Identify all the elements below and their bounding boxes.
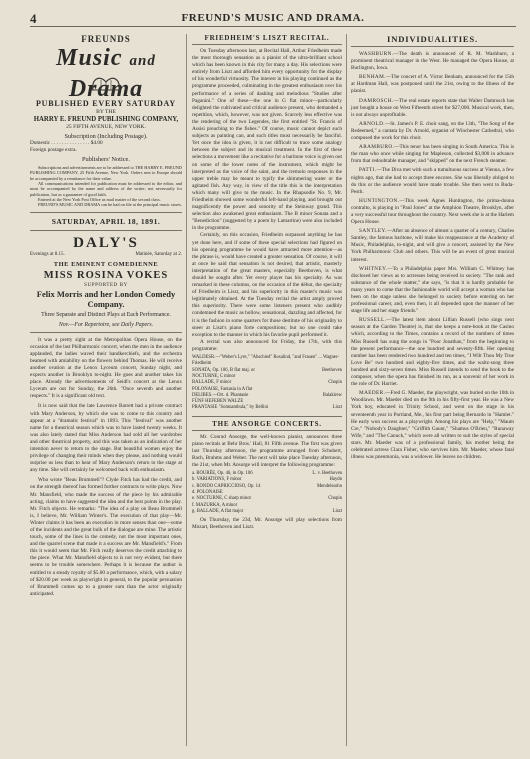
programme-piece: DELIBES.—Ort. d. Phantasie bbox=[192, 392, 249, 398]
friedheim-programme bbox=[192, 355, 342, 412]
middle-paragraph: Certainly, on this occasion, Friedheim surpassed anything he has yet done here, and if some of these special selections had figured on his opening programme he would have attracted more attention—as the phrase is, would have created a greater sensation. Of course, it will at once be said that sensation is not desired, that artistic, masterly interpretation of the great masters, especially Beethoven, is what should be sought after. Yet every player has his specialty. As was remarked in these columns, on the occasion of the début, the specialty of Friedheim is Liszt, and his superiority in this master's music was legitimately obtained. At the Tuesday recital the artist amply proved this superiority. There were some listeners present who audibly condemned the music as hollow, sensational, dazzling and affected, for it is the fashion in some quarters for those destitute of his originality to sneer at Liszt's piano forte compositions; but no one could take exception to the manner in which his favorite pupil performed it. bbox=[192, 232, 342, 338]
individuality-name: BENHAM. bbox=[359, 74, 386, 81]
middle-paragraph: On Tuesday afternoon last, at Recital Hall, Arthur Friedheim made the most thorough sensation as a pianist of the ultra-brilliant school which has been known in this city for many a day. His selections were entirely from Liszt and afforded him every opportunity for the display of his wonderful virtuosity. The interest in his playing continued as the programme proceeded, culminating in the greatest enthusiasm over his performance of a series of dashing and melodious "Studies after Paganini." One of these—the one in G flat minor—particularly delighted the cultivated and critical audience present, who demanded a repetition, which, however, was not given. Scarcely less effective was the rendering of the two Legendes, the first entitled "St. Francis of Assisi preaching to the fishes." Of course, music cannot depict such subjects as painting can, and such titles must necessarily be fanciful. Yet once the idea is given, it is not difficult to trace some analogy between the subject and its musical treatment. In the first of these selections a movement like a recitative for a baritone voice is given out on some of the lower notes of the instrument, which might be interpreted as the voice of the saint, and the tremolo responses in the upper treble may be meant to typify the shimmering water or the agitated fish. Any way, in view of the title this is the interpretation which many will give to the music. In the Rhapsodie No. 9, Mr. Friedheim showed some wonderful left-hand playing, and brought out magnificently the power and sonority of the Steinway grand. This selection also awakened great enthusiasm. The B minor Sonata and a "Benediction" (suggested by a poem by Lamartine) were also included in the programme. bbox=[192, 48, 342, 232]
notice-text: Subscriptions and advertisements are to be addressed to THE HARRY E. FREUND PUBLISHING COMPANY, 25 Fifth Avenue, New York. Orders sent to Europe should be accompanied by a remittance for their value. bbox=[30, 165, 182, 181]
ansorge-programme bbox=[192, 471, 342, 515]
programme-piece: f. MAZURKA, A minor bbox=[192, 502, 238, 508]
individuality-text: —This week Agnes Huntington, the prima-donna contralto, is playing in "Paul Jones" at the Amphion Theatre, Brooklyn, after a very successful tour throughout the country. Next week she is at the Harlem Opera House. bbox=[351, 197, 514, 226]
evening-time: Evenings at 8.15. bbox=[30, 251, 65, 257]
individuality-text: —Fred G. Maeder, the playwright, was buried on the 10th in Woodlawn. Mr. Maeder died on the 9th in his fifty-first year. He was a New York boy, educated in Trinity School, and went on the stage in his seventeenth year in Portland, Me., his first part being Bernardo in "Hamlet." He early won success as a playwright. Among his plays are "Help," "Maum Cre," "Nobody's Daughter," "Griffith Gaunt," "Shamus O'Brien," "Runaway Wife," and "The Canuck," which were all written to suit the styles of special stars. Mr. Maeder was of a professional family, his mother being the celebrated actress Clara Fisher, who survives him. Mr. Maeder, whose fatal illness was pneumonia, was a widower. He leaves no children. bbox=[351, 390, 514, 461]
programme-composer: Beethoven bbox=[321, 367, 342, 373]
individuality-item bbox=[351, 266, 514, 316]
lyre-ornament-icon bbox=[89, 72, 123, 92]
notice-text: FREUND'S MUSIC AND DRAMA can be had on file at the principal music stores. bbox=[38, 202, 182, 208]
individuality-name: DAMROSCH. bbox=[359, 97, 394, 104]
company-name: Felix Morris and her London Comedy Company. bbox=[36, 288, 176, 309]
individuality-text: —The real estate reports state that Walter Damrosch has just bought a house on West Fifteenth street for $27,000. Musical work, then, is not always unprofitable. bbox=[351, 97, 514, 118]
star-name: MISS ROSINA VOKES bbox=[43, 269, 169, 281]
individuality-name: PATTI. bbox=[359, 167, 377, 174]
programme-composer: Haydn bbox=[329, 477, 342, 483]
dalys-title: DALY'S bbox=[73, 234, 139, 251]
dalys-advertisement bbox=[30, 235, 182, 328]
masthead-music: Music bbox=[56, 45, 123, 71]
individuality-name: RUSSELL. bbox=[359, 317, 387, 324]
individualities-list bbox=[351, 51, 514, 461]
masthead-drama: Drama bbox=[68, 76, 144, 102]
individuality-text: —The latest item about Lillian Russell (who sings next season at the Garden Theatre) is, that she keeps a note-book at the Casino which, according to the Times, contains a record of the numbers of times Miss Russell has sung the songs in "Poor Jonathan," from the beginning to the present performance—the one hundred and seventy-fifth. Her opening number has been rendered two hundred and ten times, "I Wilt Thou My True Love Be" two hundred and eighty-five times, and the waltz-song three hundred and sixty-seven times. Miss Russell intends to send the book to the composer, when the opera has finished its run, as a souvenir of her work in the role of Dr. Harriet. bbox=[351, 317, 514, 388]
dalys-times bbox=[30, 251, 182, 258]
individuality-name: HUNTINGTON. bbox=[359, 197, 400, 204]
left-column bbox=[30, 34, 182, 746]
programme-composer: L. v. Beethoven bbox=[312, 471, 342, 477]
right-column bbox=[351, 34, 514, 746]
individuality-item bbox=[351, 317, 514, 388]
individuality-item bbox=[351, 390, 514, 461]
programme-piece: FÜNF HEFEBEN WALZE bbox=[192, 399, 244, 405]
page-header bbox=[30, 10, 516, 27]
running-title: FREUND'S MUSIC AND DRAMA. bbox=[181, 12, 365, 24]
divider bbox=[30, 332, 182, 333]
left-paragraph: It was a pretty sight at the Metropolitan Opera House, on the occasion of the last Philharmonic concert, when the men in the audience applauded, the ladies waved their handkerchiefs, and the orchestra beamed with amiability on the flowers behind Thomas. He will receive another ovation at the Lenox Lyceum concert, Sunday night, and expects another in Brooklyn to-night. He goes and another takes his place. Already the advertisements of Seidl's concert at the Lenox Lyceum are out for Sunday, the 26th. "Once seventh and another respects." It is a significant old text. bbox=[30, 336, 182, 400]
programme-piece: NOCTURNE, C minor bbox=[192, 373, 236, 379]
left-paragraph: It is now said that the late Lawrence Barrett had a private contract with Mary Anderson, by which she was to come to this country and appear at a "dramatic festival" in 1893. This "festival" was another name for a theatrical season which was to have lasted twenty weeks. It was also lately stated that Miss Anderson had sold all her wardrobes and other theatrical property, and this was taken as an indication of her intention never to return to the stage. But beautiful women enjoy the privilege of changing their minds when they please, and nothing would surprise us less than to hear of Mary Anderson's return to the stage at any time. She will certainly be welcomed back with enthusiasm. bbox=[30, 403, 182, 474]
individuality-text: —To a Philadelphia paper Mrs. William C. Whitney has disclosed her views as to actresses being received in society. "The rank and substance of the whole matter," she says, "is that it is hardly probable for many years to come that the fashionable world will accept a woman who has been on the stage unless she belonged to society before entering on her professional career, and, even then, it all depended upon the manner of her stage life and her stage friends." bbox=[351, 265, 514, 315]
publisher-name: HARRY E. FREUND PUBLISHING COMPANY, bbox=[33, 116, 179, 123]
individuality-name: WASHBURN. bbox=[359, 51, 394, 57]
masthead-freunds: FREUNDS bbox=[81, 34, 131, 44]
programme-row bbox=[192, 355, 342, 368]
publishers-notice-title: Publishers' Notice. bbox=[81, 156, 130, 164]
rate-line: Domestic . . . . . . . . . . . . . . . $4.00 bbox=[30, 140, 103, 146]
programme-piece: d. POLONAISE bbox=[192, 490, 223, 496]
programme-row bbox=[192, 509, 342, 515]
liszt-recital-heading: FRIEDHEIM'S LISZT RECITAL. bbox=[192, 34, 342, 45]
individuality-text: —The concert of A. Victor Benham, announced for the 15th at Hardman Hall, was postponed until the 21st, owing to the illness of the pianist. bbox=[351, 74, 514, 95]
programme-piece: POLONAISE, Fantasia in A flat bbox=[192, 386, 253, 392]
page-number: 4 bbox=[30, 11, 37, 26]
column-rule-left bbox=[186, 34, 187, 746]
individuality-item bbox=[351, 51, 514, 72]
middle-paragraph: A recital was also announced for Friday, the 17th, with this programme: bbox=[192, 338, 342, 352]
notice-text: All communications intended for publication must be addressed to the editor, and must be accompanied by the name and address of the writer; not necessarily for publication, but as a guarantee of good faith. bbox=[30, 181, 182, 197]
individuality-item bbox=[351, 98, 514, 119]
programme-piece: b. VARIATIONS, F minor bbox=[192, 477, 242, 483]
programme-piece: c. RONDO CAPRICCIOSO, Op. 14 bbox=[192, 483, 261, 489]
subscription-title: Subscription (Including Postage). bbox=[64, 133, 148, 140]
publisher-address: 25 FIFTH AVENUE, NEW YORK. bbox=[66, 124, 146, 130]
masthead-logo bbox=[30, 34, 182, 102]
programme-composer: Chopin bbox=[328, 380, 342, 386]
individuality-text: —After an absence of almost a quarter of a century, Charles Santley, the famous baritone, will make his reappearance at the Academy of Music, Philadelphia, to-night, and will give a concert, assisted by the New York Philharmonic Club and others. This will be an event of great musical interest. bbox=[351, 228, 514, 263]
supported-by: SUPPORTED BY bbox=[84, 282, 128, 288]
rate-line: Foreign postage extra. bbox=[30, 147, 77, 154]
individuality-name: WHITNEY. bbox=[359, 265, 388, 272]
individuality-item bbox=[351, 228, 514, 263]
individuality-item bbox=[351, 121, 514, 142]
individuality-item bbox=[351, 167, 514, 195]
divider bbox=[30, 212, 182, 213]
individuality-name: ARAMBURO. bbox=[359, 144, 395, 151]
divider bbox=[30, 230, 182, 231]
individuality-text: —The Diva met with such a tumultuous success at Vienna, a few nights ago, that she had to accept three encores. She was liberally obliged to do this or the audience would have made trouble. She then went to Buda-Pesth. bbox=[351, 167, 514, 195]
eminent-comedienne: THE EMINENT COMEDIENNE bbox=[53, 260, 159, 268]
programme-composer: Balakirew bbox=[322, 392, 342, 398]
middle-paragraph: Mr. Conrad Ansorge, the well-known pianist, announces three piano recitals at Behr Bros.' Hall, 81 Fifth avenue. The first was given last Thursday afternoon, the programme arranged from Schubert, Bach, Brahms and Weber. The next will take place Tuesday afternoon, the 21st, when Mr. Ansorge will interpret the following programme: bbox=[192, 433, 342, 469]
individuality-name: ARNOLD. bbox=[359, 120, 385, 127]
masthead-and: and bbox=[129, 53, 156, 69]
individuality-item bbox=[351, 198, 514, 226]
programme-composer: Liszt bbox=[332, 508, 342, 514]
programme-piece: e. NOCTURNE, C sharp minor bbox=[192, 496, 252, 502]
issue-date: SATURDAY, APRIL 18, 1891. bbox=[51, 216, 161, 226]
repertoire-note: Nov.—For Repertoire, see Daily Papers. bbox=[58, 321, 154, 328]
three-plays: Three Separate and Distinct Plays at Each Performance. bbox=[41, 311, 171, 318]
individuality-text: —The death is announced of R. M. Washburn, a prominent theatrical manager in the West. He managed the Opera House, at Burlington, Iowa. bbox=[351, 51, 514, 72]
programme-piece: a. BOURÉE, Op. 46, in Op. 106 bbox=[192, 471, 253, 477]
column-rule-right bbox=[346, 34, 347, 746]
by-the: BY THE bbox=[96, 109, 116, 115]
individuality-text: —St. James's P. E. choir sang, on the 13th, "The Song of the Redeemed," a cantata by Dr. Arnold, organist of Winchester Cathedral, who composed the work for this choir. bbox=[351, 120, 514, 142]
programme-composer: Chopin bbox=[328, 496, 342, 502]
programme-piece: PRANTASIE "Somnambula," by Bellini bbox=[192, 405, 269, 411]
individuality-text: —This tenor has been singing in South America. This is the man who once while singing for Mapleson, collected $3,000 in advance from that redoubtable manager, and "skipped" on the next French steamer. bbox=[351, 144, 514, 165]
ansorge-concerts-heading: THE ANSORGE CONCERTS. bbox=[192, 416, 342, 431]
individuality-item bbox=[351, 144, 514, 165]
programme-composer: Mendelssohn bbox=[317, 483, 342, 489]
middle-column bbox=[192, 34, 342, 746]
individuality-name: MAEDER. bbox=[359, 390, 386, 397]
programme-piece: g. BALLADE, A flat major bbox=[192, 508, 244, 514]
notice-text: Entered at the New York Post Office as mail matter of the second class. bbox=[38, 196, 161, 202]
middle-paragraph: On Thursday, the 23d, Mr. Ansorge will play selections from Mozart, Beethoven and Liszt. bbox=[192, 517, 342, 531]
published-every-saturday: PUBLISHED EVERY SATURDAY bbox=[36, 99, 176, 108]
left-paragraph: Who wrote "Beau Brummell"? Clyde Fitch has had the credit, and on the strength thereof has formed further contracts to write plays. Now Mr. Mansfield, who made the success of the piece by his admirable acting, claims to have suggested the idea and the best points in the play. Mr. Fitch objects. He remarks: "The idea of a play on Beau Brummell is, I believe, Mr. William Winter's. The execution of that play—Mr. Winter claims it has been an execution in more senses than one—some of the incidents and the great bulk of the dialogue are mine. The artistic touch, some of the lines in the comedy, not the most important ones, and the quarrel scene that made it a success are Mr. Mansfield's." From this it would seem that Mr. Fitch really deserves the credit attaching to the piece. What Mr. Mansfield objects to is not very evident, but there seems to be trouble somewhere. Perhaps it is because the author is entitled to a steady royalty of $5.00 a performance, which, with a salary of $20.00 per week as playwright in general, to the popular persuasion of Brummell comes up to a greater sum than the actor originally anticipated. bbox=[30, 477, 182, 597]
programme-composer: Liszt bbox=[332, 405, 342, 411]
programme-row bbox=[192, 405, 342, 411]
programme-piece: SONATA, Op. 106, B flat maj. or bbox=[192, 367, 255, 373]
individuality-name: SANTLEY. bbox=[359, 228, 387, 235]
programme-piece: BALLADE, F minor bbox=[192, 380, 232, 386]
programme-piece: WALDESR.—"Weber's Lyre," "Abschied" Rosalind, "and Frauen" ... Wagner-Friedheim bbox=[192, 355, 339, 367]
matinee-time: Matinée, Saturday at 2. bbox=[135, 251, 182, 257]
individualities-heading: INDIVIDUALITIES. bbox=[351, 34, 514, 47]
individuality-item bbox=[351, 74, 514, 95]
